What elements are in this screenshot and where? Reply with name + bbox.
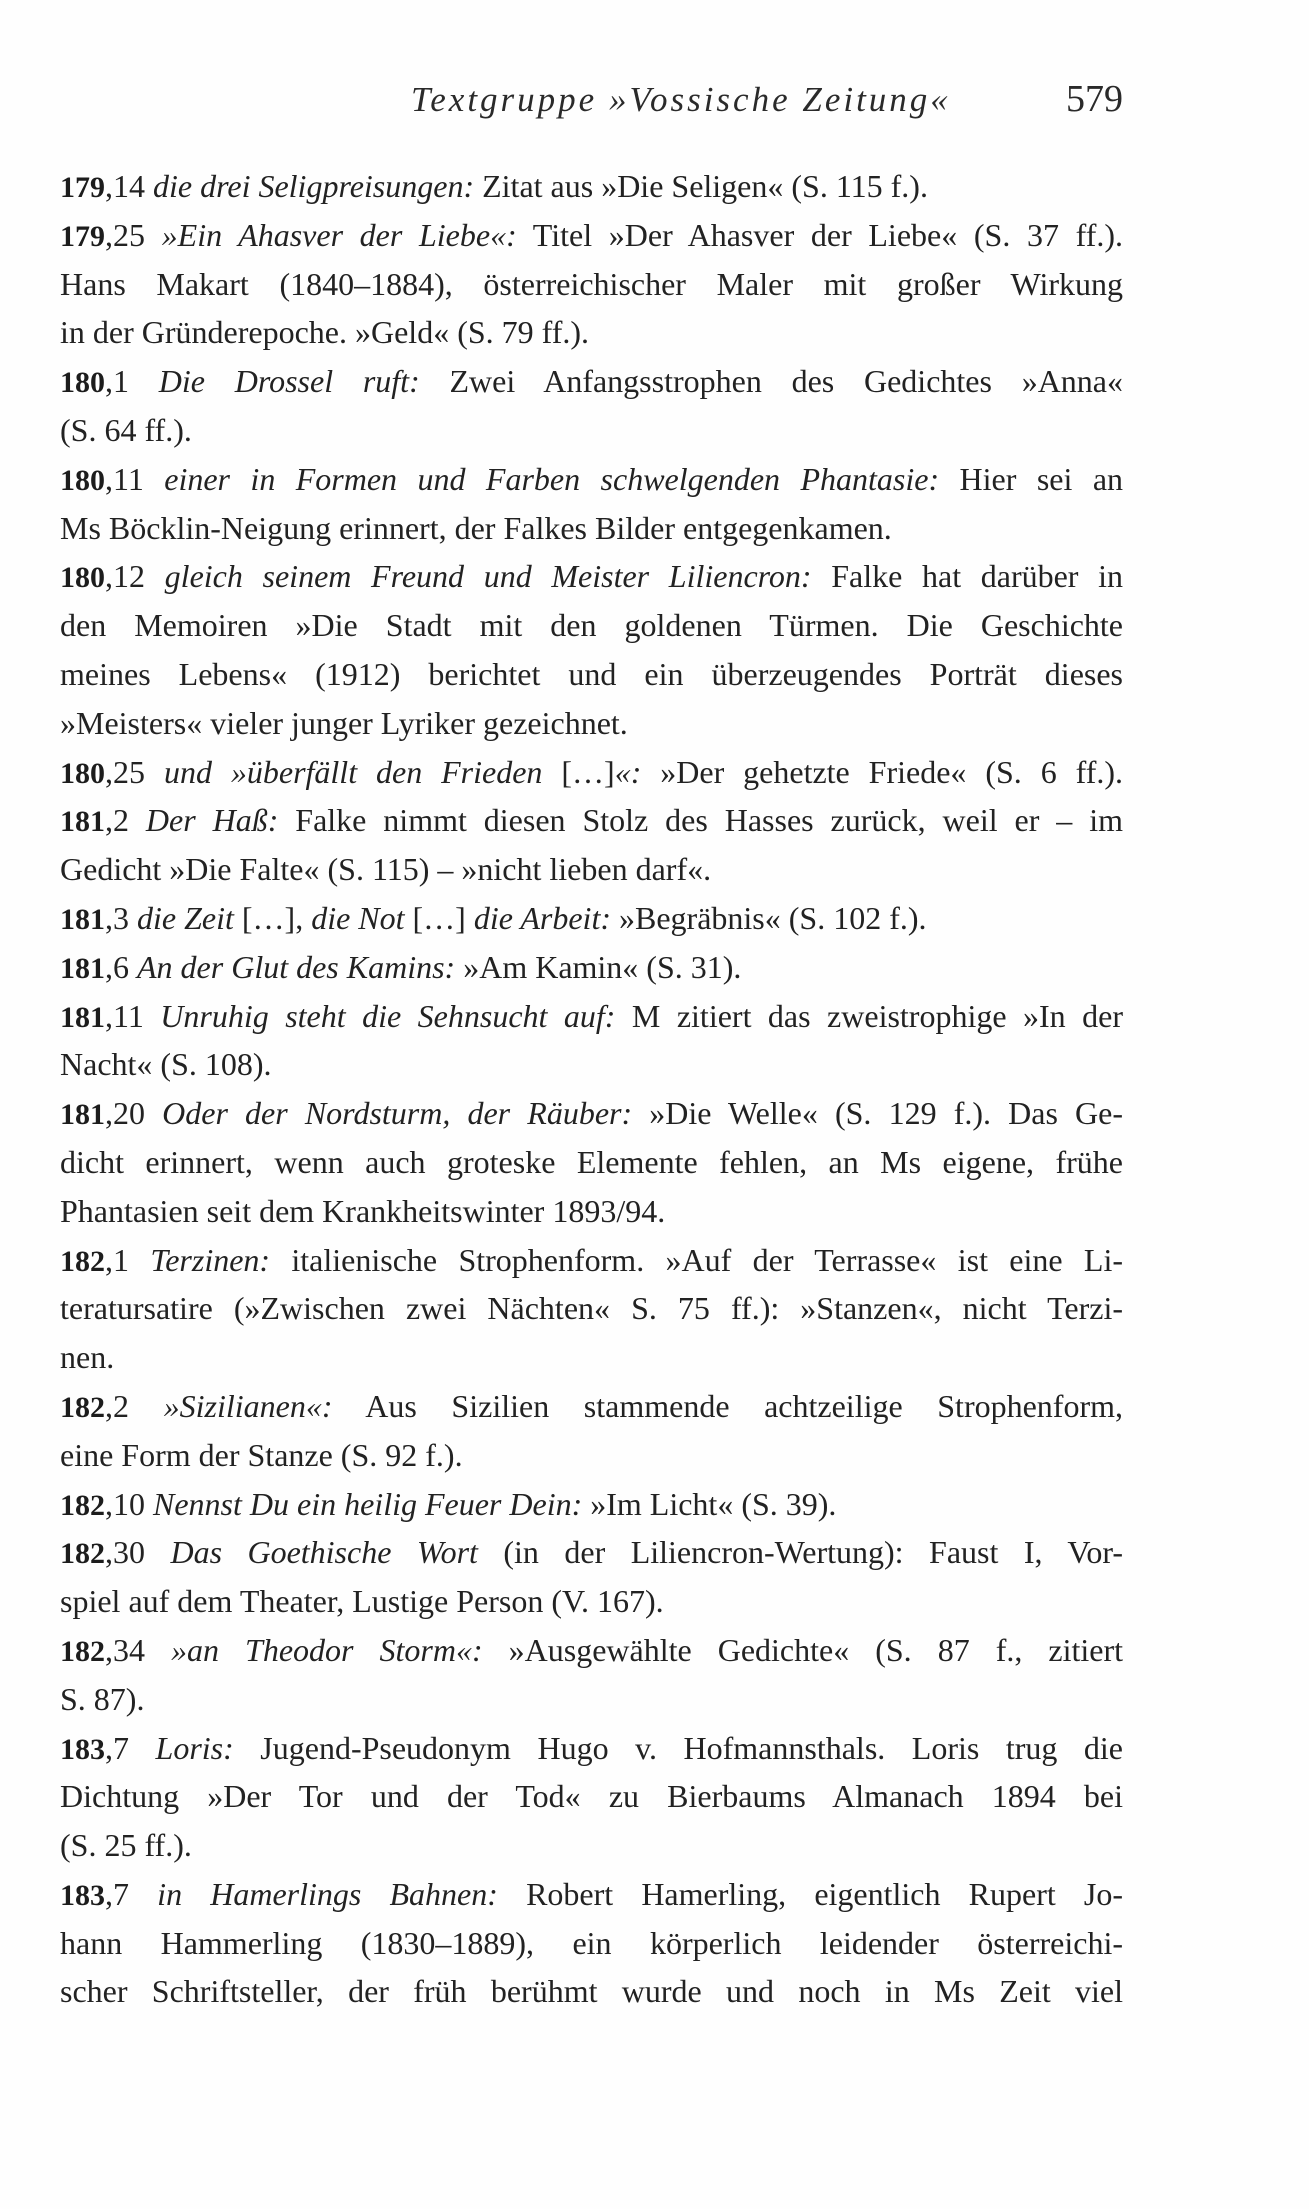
text-line	[60, 894, 1123, 943]
text-line	[60, 1382, 1123, 1431]
reference-page-number: 181	[60, 805, 105, 839]
text-line	[60, 992, 1123, 1041]
commentary-text: meines Lebens« (1912) berichtet und ein überzeugendes Porträt dieses	[60, 655, 1123, 692]
reference-page-number: 181	[60, 902, 105, 936]
text-line	[60, 1772, 1123, 1821]
commentary-text: in der Gründerepoche. »Geld« (S. 79 ff.).	[60, 314, 590, 351]
text-line	[60, 1236, 1123, 1285]
reference-page-number: 183	[60, 1878, 105, 1912]
reference-page-number: 181	[60, 1000, 105, 1034]
commentary-text: ,7	[105, 1729, 156, 1766]
commentary-text: ,11	[105, 997, 161, 1034]
commentary-text: ,25	[105, 216, 162, 253]
lemma-italic: »Ein Ahasver der Liebe«:	[161, 216, 517, 253]
commentary-text: ,3	[105, 899, 137, 936]
commentary-text: Zitat aus »Die Seligen« (S. 115 f.).	[474, 168, 928, 204]
reference-page-number: 183	[60, 1732, 105, 1766]
commentary-text: […]	[542, 753, 615, 790]
commentary-text: ,12	[105, 558, 165, 595]
reference-page-number: 180	[60, 366, 105, 400]
commentary-text: Hier sei an	[939, 460, 1124, 497]
lemma-italic: die drei Seligpreisungen:	[153, 168, 475, 204]
commentary-text: »Die Welle« (S. 129 f.). Das Ge-	[632, 1095, 1124, 1132]
lemma-italic: Die Drossel ruft:	[158, 363, 420, 400]
text-line	[60, 406, 1123, 455]
text-line	[60, 1284, 1123, 1333]
commentary-text: Robert Hamerling, eigentlich Rupert Jo-	[497, 1875, 1124, 1912]
text-line	[60, 1675, 1123, 1724]
lemma-italic: Das Goethische Wort	[170, 1534, 478, 1571]
commentary-text: italienische Strophenform. »Auf der Terrasse« ist eine Li-	[270, 1241, 1124, 1278]
commentary-text: nen.	[60, 1339, 115, 1376]
commentary-text: ,6	[105, 948, 137, 985]
commentary-text: »Meisters« vieler junger Lyriker gezeichnet.	[60, 704, 628, 741]
commentary-text: Phantasien seit dem Krankheitswinter 1893/94.	[60, 1192, 666, 1229]
reference-page-number: 181	[60, 1098, 105, 1132]
text-line	[60, 1967, 1123, 2016]
text-line	[60, 1333, 1123, 1382]
commentary-text: dicht erinnert, wenn auch groteske Elemente fehlen, an Ms eigene, frühe	[60, 1143, 1123, 1180]
text-line	[60, 845, 1123, 894]
reference-page-number: 182	[60, 1634, 105, 1668]
commentary-text: ,30	[105, 1534, 171, 1571]
text-line	[60, 1528, 1123, 1577]
commentary-text: Titel »Der Ahasver der Liebe« (S. 37 ff.).	[516, 216, 1124, 253]
commentary-text: (in der Liliencron-Wertung): Faust I, Vor-	[477, 1534, 1124, 1571]
reference-page-number: 180	[60, 561, 105, 595]
commentary-text: ,20	[105, 1095, 163, 1132]
lemma-italic: Nennst Du ein heilig Feuer Dein:	[153, 1485, 583, 1522]
text-line	[60, 1577, 1123, 1626]
commentary-text: M zitiert das zweistrophige »In der	[615, 997, 1123, 1034]
reference-page-number: 180	[60, 756, 105, 790]
commentary-text: »Begräbnis« (S. 102 f.).	[610, 899, 927, 936]
commentary-text: »Am Kamin« (S. 31).	[455, 948, 742, 985]
commentary-text: ,10	[105, 1485, 153, 1522]
text-line	[60, 1870, 1123, 1919]
lemma-italic: und »überfällt den Frieden	[163, 753, 543, 790]
text-line	[60, 1431, 1123, 1480]
commentary-text: Jugend-Pseudonym Hugo v. Hofmannsthals. Loris trug die	[233, 1729, 1123, 1766]
text-line	[60, 1626, 1123, 1675]
text-line	[60, 601, 1123, 650]
lemma-italic: An der Glut des Kamins:	[137, 948, 456, 985]
running-head-title: Textgruppe »Vossische Zeitung«	[411, 80, 951, 119]
text-line	[60, 1724, 1123, 1773]
reference-page-number: 182	[60, 1488, 105, 1522]
lemma-italic: Der Haß:	[145, 802, 279, 839]
reference-page-number: 179	[60, 219, 105, 253]
commentary-text: spiel auf dem Theater, Lustige Person (V. 167).	[60, 1583, 664, 1620]
commentary-text: (S. 25 ff.).	[60, 1827, 192, 1864]
reference-page-number: 182	[60, 1390, 105, 1424]
text-line	[60, 943, 1123, 992]
commentary-text: den Memoiren »Die Stadt mit den goldenen Türmen. Die Geschichte	[60, 607, 1123, 644]
commentary-text: Nacht« (S. 108).	[60, 1046, 272, 1083]
text-line	[60, 504, 1123, 553]
text-line	[60, 308, 1123, 357]
commentary-text: (S. 64 ff.).	[60, 411, 192, 448]
commentary-text: ,25	[105, 753, 164, 790]
commentary-text: ,14	[105, 168, 153, 204]
text-line	[60, 699, 1123, 748]
lemma-italic: in Hamerlings Bahnen:	[157, 1875, 498, 1912]
lemma-italic: gleich seinem Freund und Meister Liliencron:	[164, 558, 812, 595]
commentary-text: Aus Sizilien stammende achtzeilige Strophenform,	[332, 1387, 1124, 1424]
page-number: 579	[1066, 78, 1123, 120]
reference-page-number: 180	[60, 463, 105, 497]
text-line	[60, 260, 1123, 309]
lemma-italic: Oder der Nordsturm, der Räuber:	[162, 1095, 633, 1132]
commentary-text: »Im Licht« (S. 39).	[582, 1485, 837, 1522]
lemma-italic: die Not	[311, 899, 405, 936]
text-line	[60, 1040, 1123, 1089]
commentary-text: […]	[404, 899, 474, 936]
text-line	[60, 748, 1123, 797]
commentary-text: ,7	[105, 1875, 158, 1912]
text-line	[60, 1821, 1123, 1870]
lemma-italic: Unruhig steht die Sehnsucht auf:	[160, 997, 616, 1034]
reference-page-number: 181	[60, 951, 105, 985]
text-line	[60, 211, 1123, 260]
commentary-text: ,2	[105, 1387, 164, 1424]
lemma-italic: «:	[614, 753, 642, 790]
commentary-text: Falke hat darüber in	[811, 558, 1124, 595]
text-line	[60, 1919, 1123, 1968]
commentary-text: […],	[233, 899, 312, 936]
reference-page-number: 179	[60, 171, 105, 204]
lemma-italic: »Sizilianen«:	[163, 1387, 333, 1424]
lemma-italic: die Arbeit:	[473, 899, 611, 936]
commentary-body	[60, 162, 1123, 2016]
commentary-text: ,11	[105, 460, 165, 497]
commentary-text: ,1	[105, 363, 159, 400]
lemma-italic: die Zeit	[137, 899, 234, 936]
text-line	[60, 162, 1123, 211]
commentary-text: Zwei Anfangsstrophen des Gedichtes »Anna«	[419, 363, 1123, 400]
lemma-italic: »an Theodor Storm«:	[171, 1631, 483, 1668]
text-line	[60, 650, 1123, 699]
commentary-text: Gedicht »Die Falte« (S. 115) – »nicht lieben darf«.	[60, 851, 712, 888]
reference-page-number: 182	[60, 1244, 105, 1278]
text-line	[60, 1187, 1123, 1236]
commentary-text: »Ausgewählte Gedichte« (S. 87 f., zitiert	[482, 1631, 1123, 1668]
commentary-text: Falke nimmt diesen Stolz des Hasses zurück, weil er – im	[278, 802, 1124, 839]
text-line	[60, 796, 1123, 845]
text-line	[60, 357, 1123, 406]
commentary-text: »Der gehetzte Friede« (S. 6 ff.).	[641, 753, 1124, 790]
text-line	[60, 1138, 1123, 1187]
commentary-text: ,34	[105, 1631, 172, 1668]
text-line	[60, 455, 1123, 504]
commentary-text: ,2	[105, 802, 146, 839]
reference-page-number: 182	[60, 1537, 105, 1571]
text-line	[60, 552, 1123, 601]
lemma-italic: Loris:	[155, 1729, 234, 1766]
commentary-text: S. 87).	[60, 1680, 145, 1717]
text-line	[60, 1480, 1123, 1529]
commentary-text: eine Form der Stanze (S. 92 f.).	[60, 1436, 463, 1473]
commentary-text: Dichtung »Der Tor und der Tod« zu Bierbaums Almanach 1894 bei	[60, 1778, 1123, 1815]
commentary-text: teratursatire (»Zwischen zwei Nächten« S. 75 ff.): »Stanzen«, nicht Terzi-	[60, 1290, 1123, 1327]
commentary-text: Ms Böcklin-Neigung erinnert, der Falkes Bilder entgegenkamen.	[60, 509, 892, 546]
lemma-italic: einer in Formen und Farben schwelgenden Phantasie:	[164, 460, 940, 497]
commentary-text: scher Schriftsteller, der früh berühmt wurde und noch in Ms Zeit viel	[60, 1973, 1123, 2010]
text-line	[60, 1089, 1123, 1138]
commentary-text: hann Hammerling (1830–1889), ein körperlich leidender österreichi-	[60, 1924, 1123, 1961]
commentary-text: Hans Makart (1840–1884), österreichischer Maler mit großer Wirkung	[60, 265, 1123, 302]
lemma-italic: Terzinen:	[150, 1241, 271, 1278]
commentary-text: ,1	[105, 1241, 151, 1278]
